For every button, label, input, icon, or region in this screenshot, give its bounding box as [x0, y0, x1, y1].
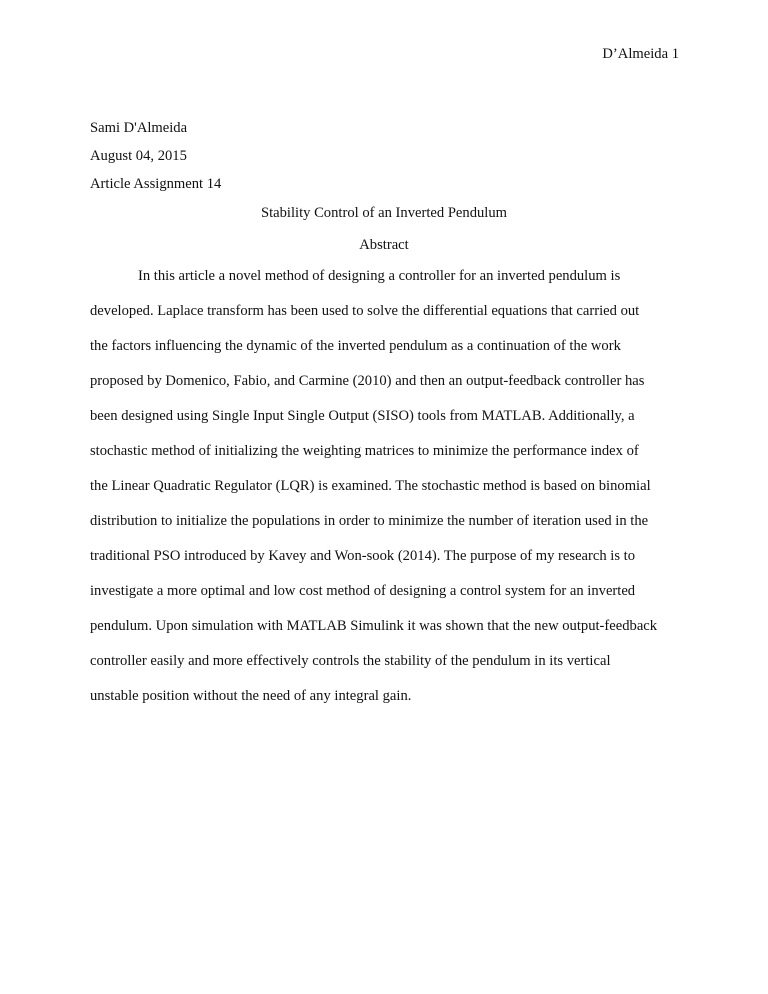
paper-title: Stability Control of an Inverted Pendulum [260, 205, 508, 221]
abstract-line: unstable position without the need of any integral gain. [90, 688, 412, 704]
running-head: D’Almeida 1 [602, 46, 679, 62]
author-name: Sami D'Almeida [90, 120, 188, 136]
abstract-line: traditional PSO introduced by Kavey and Won-sook (2014). The purpose of my research is to [90, 548, 636, 564]
abstract-line: been designed using Single Input Single Output (SISO) tools from MATLAB. Additionally, a [90, 408, 635, 424]
abstract-line: proposed by Domenico, Fabio, and Carmine (2010) and then an output-feedback controller has [90, 373, 645, 389]
abstract-line: developed. Laplace transform has been used to solve the differential equations that carried out [90, 303, 640, 319]
abstract-heading: Abstract [359, 237, 409, 253]
abstract-line: pendulum. Upon simulation with MATLAB Simulink it was shown that the new output-feedback [90, 618, 658, 634]
abstract-line: controller easily and more effectively controls the stability of the pendulum in its vertical [90, 653, 611, 669]
assignment-label: Article Assignment 14 [90, 176, 222, 192]
abstract-line: investigate a more optimal and low cost method of designing a control system for an inverted [90, 583, 636, 599]
abstract-line: In this article a novel method of designing a controller for an inverted pendulum is [138, 268, 621, 284]
date: August 04, 2015 [90, 148, 187, 164]
abstract-line: the Linear Quadratic Regulator (LQR) is examined. The stochastic method is based on binomial [90, 478, 651, 494]
abstract-line: the factors influencing the dynamic of the inverted pendulum as a continuation of the work [90, 338, 621, 354]
abstract-line: distribution to initialize the populations in order to minimize the number of iteration used in the [90, 513, 649, 529]
abstract-line: stochastic method of initializing the weighting matrices to minimize the performance index of [90, 443, 639, 459]
